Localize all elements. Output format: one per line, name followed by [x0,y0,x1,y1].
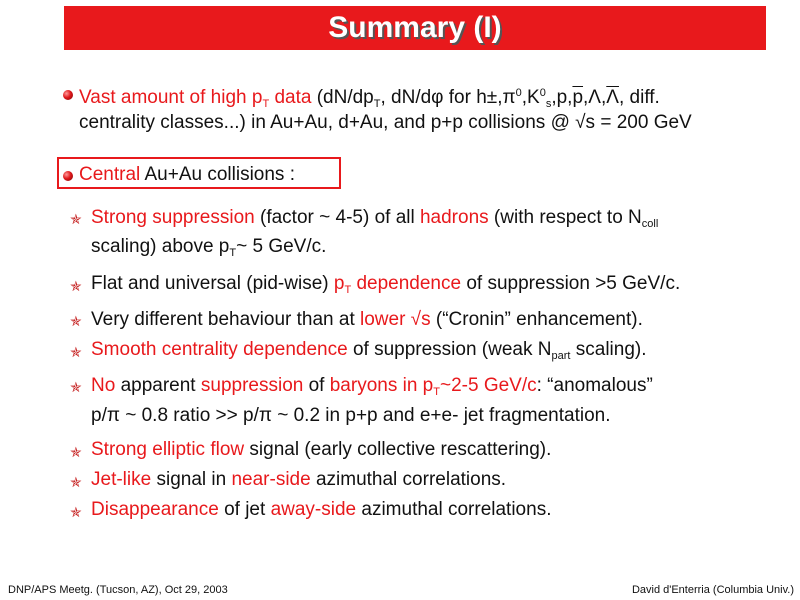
text-segment: ,p, [551,87,573,108]
text-segment: (with respect to N [488,207,642,228]
star-bullet-icon: ✯ [70,474,82,490]
text-segment: hadrons [419,207,489,228]
red-ball-bullet-icon [63,171,73,181]
text-segment: Strong suppression [91,207,255,228]
superscript: 0 [515,87,522,99]
text-segment: Flat and universal (pid-wise) [91,273,334,294]
text-segment: lower √s [360,309,431,330]
item-7 [91,469,506,491]
star-bullet-icon: ✯ [70,344,82,360]
item-5-line-1 [91,375,653,403]
text-segment: (dN/dp [311,87,374,108]
text-segment: scaling) above p [91,236,230,257]
text-segment: Au+Au collisions : [140,164,295,185]
text-segment: Very different behaviour than at [91,309,360,330]
text-segment: near-side [231,469,311,490]
item-2 [91,273,680,301]
subscript: part [551,350,571,362]
text-segment: ~ 5 GeV/c. [236,236,327,257]
text-segment: apparent [115,375,201,396]
text-segment: ,Λ, [583,87,607,108]
subscript: s [545,98,552,110]
item-6 [91,439,551,461]
text-segment: , diff. [618,87,660,108]
text-segment: ~2-5 GeV/c [439,375,537,396]
text-segment: (factor ~ 4-5) of all [254,207,420,228]
subscript: T [229,247,237,259]
bullet-2 [79,164,295,186]
subscript: T [262,98,270,110]
item-1-line-2 [91,236,326,264]
antilambda-symbol: $\overline{\Lambda}$ [606,87,619,108]
item-5-line-2: p/π ~ 0.8 ratio >> p/π ~ 0.2 in p+p and e+e- jet fragmentation. [91,405,611,426]
subscript: T [344,284,352,296]
text-segment: , dN/dφ for h±,π [380,87,516,108]
text-segment: No [91,375,116,396]
text-segment: Strong elliptic flow [91,439,245,460]
text-segment: Jet-like [91,469,152,490]
text-segment: suppression [200,375,304,396]
bullet-1-line-1 [79,82,660,115]
text-segment: ,K [521,87,540,108]
text-segment: scaling). [570,339,647,360]
text-segment: signal (early collective rescattering). [244,439,552,460]
text-segment: away-side [270,499,357,520]
text-segment: of suppression >5 GeV/c. [461,273,681,294]
star-bullet-icon: ✯ [70,504,82,520]
title-bar [64,6,766,50]
text-segment: of [303,375,330,396]
superscript: 0 [539,87,546,99]
footer-left: DNP/APS Meetg. (Tucson, AZ), Oct 29, 2003 [8,584,228,596]
text-segment: dependence [351,273,462,294]
text-segment: Central [79,164,141,185]
text-segment: signal in [151,469,232,490]
star-bullet-icon: ✯ [70,278,82,294]
subscript: T [373,98,381,110]
item-1-line-1 [91,207,658,235]
star-bullet-icon: ✯ [70,211,82,227]
star-bullet-icon: ✯ [70,379,82,395]
text-segment: p [333,273,345,294]
text-segment: baryons in p [329,375,434,396]
item-4 [91,339,647,367]
star-bullet-icon: ✯ [70,313,82,329]
star-bullet-icon: ✯ [70,444,82,460]
subscript: coll [641,218,659,230]
text-segment: azimuthal correlations. [356,499,552,520]
footer-right: David d'Enterria (Columbia Univ.) [631,584,794,596]
text-segment: data [269,87,312,108]
text-segment: azimuthal correlations. [310,469,507,490]
red-ball-bullet-icon [63,90,73,100]
subscript: T [433,386,440,398]
text-segment: of suppression (weak N [347,339,552,360]
slide-title: Summary (I) [328,11,502,44]
text-segment: Vast amount of high p [79,87,263,108]
text-segment: : “anomalous” [536,375,653,396]
text-segment: (“Cronin” enhancement). [430,309,643,330]
antiproton-symbol: $\overline{p}$ [572,87,584,108]
text-segment: of jet [218,499,271,520]
text-segment: Smooth centrality dependence [91,339,348,360]
bullet-1-line-2: centrality classes...) in Au+Au, d+Au, and p+p collisions @ √s = 200 GeV [79,112,692,133]
item-8 [91,499,551,521]
text-segment: Disappearance [91,499,219,520]
item-3 [91,309,643,331]
